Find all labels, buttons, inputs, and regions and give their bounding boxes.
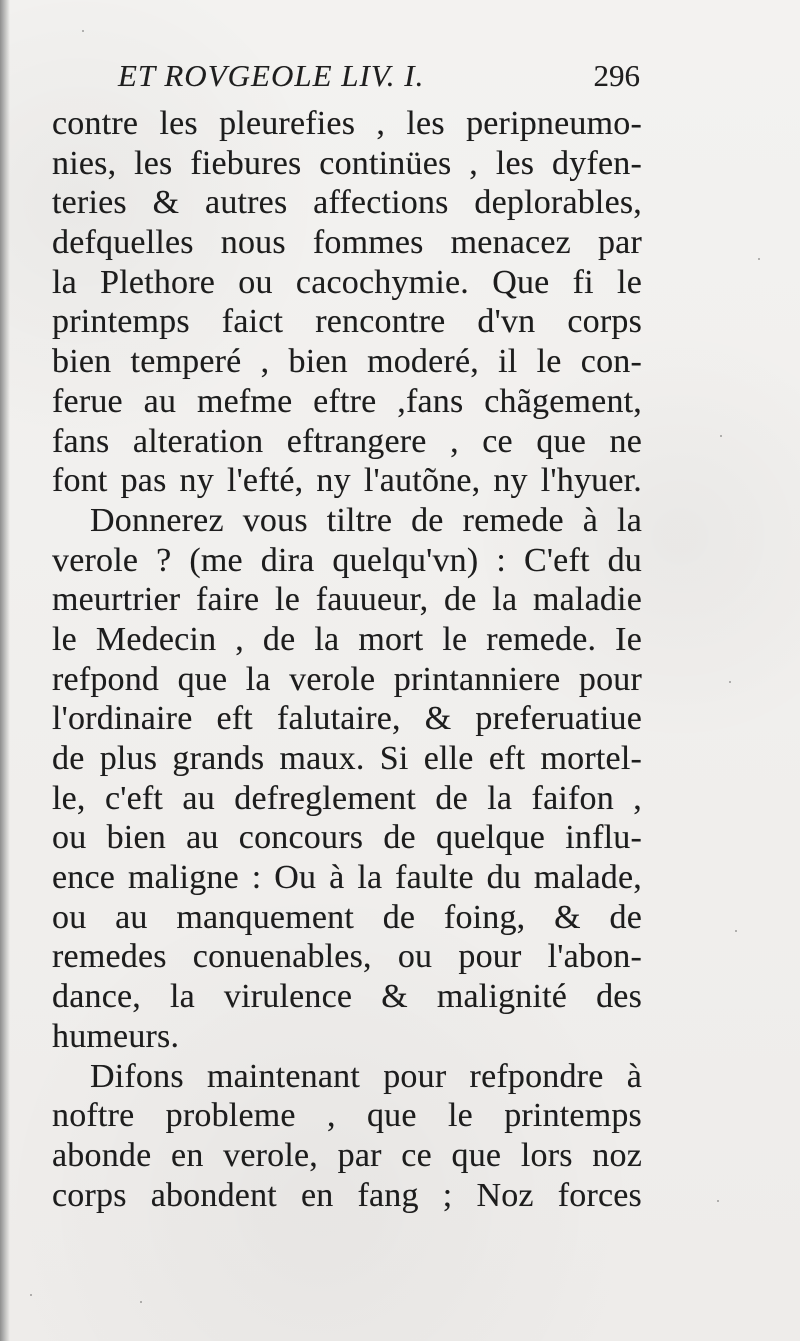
text-line: noftre probleme , que le printemps <box>52 1097 642 1135</box>
text-line: la Plethore ou cacochymie. Que fi le <box>52 263 642 301</box>
text-line: ence maligne : Ou à la faulte du malade, <box>52 859 642 897</box>
text-line: bien temperé , bien moderé, il le con- <box>52 343 642 381</box>
text-line: teries & autres affections deplorables, <box>52 184 642 222</box>
text-line: dance, la virulence & malignité des <box>52 978 642 1016</box>
page-header <box>118 58 640 100</box>
text-line: meurtrier faire le fauueur, de la maladie <box>52 581 642 619</box>
text-line: ou bien au concours de quelque influ- <box>52 819 642 857</box>
text-line: ferue au mefme eftre ,fans chãgement, <box>52 382 642 420</box>
text-line-paragraph-start: Difons maintenant pour refpondre à <box>90 1057 642 1095</box>
text-line: l'ordinaire eft falutaire, & preferuatiue <box>52 700 642 738</box>
text-line: le Medecin , de la mort le remede. Ie <box>52 620 642 658</box>
text-line: refpond que la verole printanniere pour <box>52 660 642 698</box>
text-line: ou au manquement de foing, & de <box>52 898 642 936</box>
page-edge-shadow <box>0 0 10 1341</box>
text-line: humeurs. <box>52 1017 180 1055</box>
paper-speck <box>717 1200 719 1202</box>
text-line: corps abondent en fang ; Noz forces <box>52 1176 642 1214</box>
paper-speck <box>82 30 84 32</box>
text-line: fans alteration eftrangere , ce que ne <box>52 422 642 460</box>
text-line: contre les pleurefies , les peripneumo- <box>52 105 642 142</box>
page-number: 296 <box>593 58 640 93</box>
text-line: font pas ny l'efté, ny l'autõne, ny l'hyuer. <box>52 462 642 500</box>
paper-speck <box>720 435 722 437</box>
paper-speck <box>758 258 760 260</box>
text-line: le, c'eft au defreglement de la faifon , <box>52 779 642 817</box>
text-line: verole ? (me dira quelqu'vn) : C'eft du <box>52 541 642 579</box>
text-line: abonde en verole, par ce que lors noz <box>52 1136 642 1174</box>
text-line: remedes conuenables, ou pour l'abon- <box>52 938 642 976</box>
paper-speck <box>30 1294 32 1296</box>
paper-speck <box>735 930 737 932</box>
paper-speck <box>140 1301 142 1303</box>
text-line-paragraph-start: Donnerez vous tiltre de remede à la <box>90 501 642 539</box>
text-line: defquelles nous fommes menacez par <box>52 224 642 262</box>
paper-speck <box>729 681 731 683</box>
text-line: printemps faict rencontre d'vn corps <box>52 303 642 341</box>
running-head: ET ROVGEOLE LIV. I. <box>118 58 425 93</box>
text-line: nies, les fiebures continües , les dyfen- <box>52 144 642 182</box>
text-line: de plus grands maux. Si elle eft mortel- <box>52 740 642 777</box>
page-text <box>52 104 642 1215</box>
